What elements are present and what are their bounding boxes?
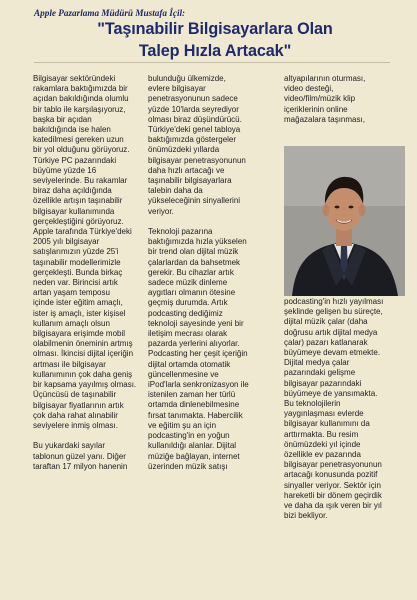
body-line: doğrusu artık dijital medya xyxy=(284,327,378,337)
body-line: ve daha da ışık veren bir yıl xyxy=(284,501,382,511)
body-line: baktığımızda göstergeler xyxy=(148,135,237,145)
headline-line-2: Talep Hızla Artacak" xyxy=(138,42,292,60)
body-line: çalar) pazarı katlanarak xyxy=(284,337,368,347)
body-line: mağazalara taşınması, xyxy=(284,114,365,124)
body-line: gerçekleştiğini görüyoruz. xyxy=(33,216,124,226)
body-line: yükseleceğinin sinyallerini xyxy=(148,196,241,206)
body-line: pazarda yerlerini alıyorlar. xyxy=(148,339,240,349)
body-line: fırsat tanımakta. Habercilik xyxy=(148,410,243,420)
body-column-2 xyxy=(148,74,270,472)
body-line: podcasting'in en yoğun xyxy=(148,431,230,441)
body-line: bir tablo ile karşılaşıyoruz, xyxy=(33,104,126,114)
body-line: çalarlardan da bahsetmek xyxy=(148,257,241,267)
body-line: özellikle ev pazarında xyxy=(284,450,361,460)
body-line: Podcasting her çeşit içeriğin xyxy=(148,349,248,359)
body-line: bilgisayar kullanımını da xyxy=(284,419,370,429)
headline xyxy=(40,18,390,62)
body-line: içeriklerinin online xyxy=(284,104,348,114)
body-line: bilgisayar pazarındaki xyxy=(284,378,362,388)
body-line: müziğe bağlayan, internet xyxy=(148,451,240,461)
body-line: şeklinde gelişen bu süreçte, xyxy=(284,307,383,317)
body-line: ortamda dinlenebilmesine xyxy=(148,400,240,410)
body-line: artacağı konusunda pozitif xyxy=(284,470,378,480)
body-line: dijital ortamda otomatik xyxy=(148,359,231,369)
body-line: evlere bilgisayar xyxy=(148,84,206,94)
body-line: video desteği, xyxy=(284,84,334,94)
body-line: arttırmakta. Bu resim xyxy=(284,429,359,439)
body-line: podcasting dediğimiz xyxy=(148,308,223,318)
body-line: açıdan bakıldığında olumlu xyxy=(33,94,129,104)
body-line: büyümeye de yansımakta. xyxy=(284,388,378,398)
body-line: bilgisayar penetrasyonunun xyxy=(148,155,246,165)
body-line: artan yaşam temposu xyxy=(33,288,110,298)
body-line: sadece müzik dinleme xyxy=(148,278,228,288)
body-line: bir trend olan dijital müzik xyxy=(148,247,239,257)
body-line: Bu yukardaki sayılar xyxy=(33,441,106,451)
body-column-1 xyxy=(33,74,145,472)
body-line: Bu teknolojilerin xyxy=(284,399,341,409)
body-line: iletişim mecrası olarak xyxy=(148,329,228,339)
body-line: büyüme yüzde 16 xyxy=(33,165,97,175)
body-line: çok daha rahat alınabilir xyxy=(33,410,118,420)
body-line: ister iş amaçlı, ister kişisel xyxy=(33,308,126,318)
body-line: bilgisayara erişimde mobil xyxy=(33,329,126,339)
body-column-3 xyxy=(284,74,408,521)
body-line xyxy=(148,217,270,227)
body-line: video/film/müzik klip xyxy=(284,94,356,104)
body-line: penetrasyonunun sadece xyxy=(148,94,238,104)
body-line: özellikle artışın taşınabilir xyxy=(33,196,123,206)
body-line: baktığımızda hızla yükselen xyxy=(148,237,247,247)
body-line: bilgisayar kullanımında xyxy=(33,206,115,216)
body-line: Bilgisayar sektöründeki xyxy=(33,74,116,83)
body-line: veriyor. xyxy=(148,206,174,216)
body-line: başka bir açıdan xyxy=(33,114,92,124)
body-line: biraz daha açıldığında xyxy=(33,186,112,196)
body-line: olabilmenin öneminin artmış xyxy=(33,339,133,349)
body-line: podcasting'in hızlı yayılması xyxy=(284,297,384,307)
body-line: tablonun güzel yanı. Diğer xyxy=(33,451,126,461)
body-line: yüzde 10'larda seyrediyor xyxy=(148,104,239,114)
portrait-illustration xyxy=(284,146,405,296)
body-line: Teknoloji pazarına xyxy=(148,227,213,237)
body-line: gerekir. Bu cihazlar artık xyxy=(148,267,234,277)
body-line: Dijital medya çalar xyxy=(284,358,350,368)
body-line: geçmiş durumda. Artık xyxy=(148,298,228,308)
kicker-attribution: Apple Pazarlama Müdürü Mustafa İçil: xyxy=(34,8,186,18)
body-line: teknoloji sayesinde yeni bir xyxy=(148,318,244,328)
body-line: rakamlara baktığımızda bir xyxy=(33,84,128,94)
body-line: içinde ister eğitim amaçlı, xyxy=(33,298,123,308)
body-line: seviyelerinde. Bu rakamlar xyxy=(33,176,128,186)
body-line: ve eğitim şu an için xyxy=(148,420,217,430)
body-line: önümüzdeki yıllarda xyxy=(148,145,220,155)
body-line: olması. İkincisi dijital içeriğin xyxy=(33,349,134,359)
body-line: hareketli bir dönem geçirdik xyxy=(284,490,382,500)
body-line: istenilen zaman her türlü xyxy=(148,390,236,400)
body-line: seviyelere inmiş olması. xyxy=(33,420,118,430)
portrait-photo-icon xyxy=(284,146,405,296)
body-line: dijital müzik çalar (daha xyxy=(284,317,368,327)
body-line: 2005 yılı bilgisayar xyxy=(33,237,100,247)
body-line: büyümeye devam etmekte. xyxy=(284,348,381,358)
body-line: bir yol olduğunu görüyoruz. xyxy=(33,145,130,155)
body-line: bilgisayar penetrasyonunun xyxy=(284,460,382,470)
body-line: artması ile bilgisayar xyxy=(33,359,106,369)
body-line: gerçekleşti. Bunda birkaç xyxy=(33,267,123,277)
headline-line-1: "Taşınabilir Bilgisayarlara Olan xyxy=(97,20,333,38)
body-line: taşınabilir bilgisayarlara xyxy=(148,176,232,186)
body-line: talebin daha da xyxy=(148,186,203,196)
body-line: kullanım amaçlı olsun xyxy=(33,318,110,328)
body-line: olması biraz düşündürücü. xyxy=(148,114,242,124)
body-line: kullanıldığı alanlar. Dijital xyxy=(148,441,237,451)
body-line: iPod'larla senkronizasyon ile xyxy=(148,380,249,390)
body-line: önümüzdeki yıl içinde xyxy=(284,439,361,449)
body-line: bilgisayar fiyatlarının artık xyxy=(33,400,124,410)
body-line: sinyaller veriyor. Sektör için xyxy=(284,480,381,490)
body-line: taşınabilir modellerimizle xyxy=(33,257,121,267)
body-line: daha hızlı artacağı ve xyxy=(148,165,225,175)
body-line: aygıtları olmanın ötesine xyxy=(148,288,236,298)
body-line: altyapılarının oturması, xyxy=(284,74,366,83)
body-line: Türkiye'deki genel tabloya xyxy=(148,125,241,135)
body-line: taraftan 17 milyon hanenin xyxy=(33,461,128,471)
headline-divider xyxy=(34,62,390,63)
body-line: bizi bekliyor. xyxy=(284,511,328,521)
body-line: pazarındaki gelişme xyxy=(284,368,356,378)
body-line: bulunduğu ülkemizde, xyxy=(148,74,226,83)
body-line: neden var. Birincisi artık xyxy=(33,278,118,288)
body-line: yaygınlaşması evlerde xyxy=(284,409,364,419)
body-line: bakıldığında ise halen xyxy=(33,125,111,135)
body-line: kullanımının çok daha geniş xyxy=(33,369,133,379)
body-line: katedilmesi gereken uzun xyxy=(33,135,124,145)
body-line: Apple tarafında Türkiye'deki xyxy=(33,227,132,237)
body-line: güncellenmesine ve xyxy=(148,369,219,379)
body-line: Türkiye PC pazarındaki xyxy=(33,155,117,165)
body-line: Üçüncüsü de taşınabilir xyxy=(33,390,117,400)
body-line: bir kapsama yayılmış olması. xyxy=(33,380,137,390)
body-line xyxy=(33,431,145,441)
body-line: satışlarımızın yüzde 25'i xyxy=(33,247,119,257)
body-line: üzerinden müzik satışı xyxy=(148,461,228,471)
